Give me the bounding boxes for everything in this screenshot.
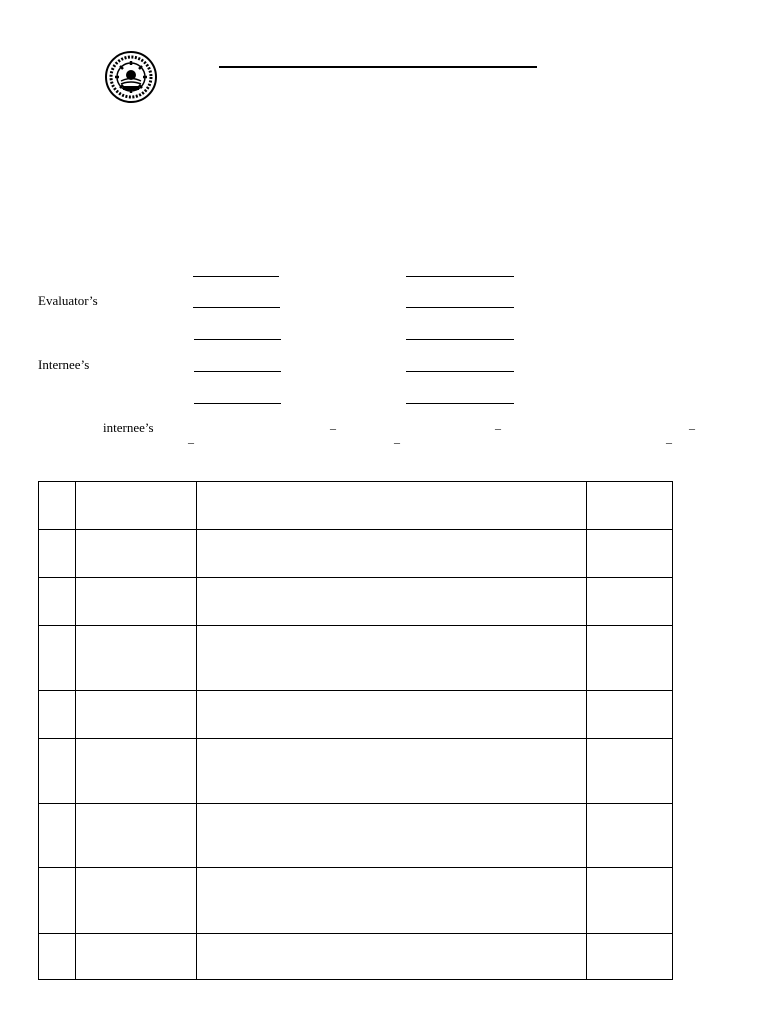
table-cell[interactable] [39,530,76,578]
table-cell[interactable] [197,626,587,691]
table-cell[interactable] [39,578,76,626]
table-cell[interactable] [587,934,673,980]
blank-field-line[interactable] [406,339,514,340]
dash-mark: – [330,421,336,435]
table-cell[interactable] [197,691,587,739]
dash-mark: – [495,421,501,435]
institute-seal-icon [104,50,158,104]
table-cell[interactable] [197,868,587,934]
blank-field-line[interactable] [194,339,281,340]
table-cell[interactable] [76,530,197,578]
table-cell[interactable] [587,691,673,739]
table-cell[interactable] [39,804,76,868]
blank-field-line[interactable] [406,276,514,277]
dash-mark: – [188,435,194,449]
table-cell[interactable] [39,934,76,980]
table-row [39,530,673,578]
table-cell[interactable] [76,691,197,739]
header-cell [587,482,673,530]
table-cell[interactable] [587,578,673,626]
evaluation-table [38,481,673,980]
table-cell[interactable] [197,804,587,868]
table-row [39,804,673,868]
blank-field-line[interactable] [406,371,514,372]
blank-field-line[interactable] [406,307,514,308]
table-row [39,934,673,980]
blank-field-line[interactable] [194,403,281,404]
dash-mark: – [666,435,672,449]
blank-field-line[interactable] [194,371,281,372]
blank-field-line[interactable] [193,307,280,308]
table-cell[interactable] [587,530,673,578]
table-cell[interactable] [76,868,197,934]
table-cell[interactable] [76,626,197,691]
table-cell[interactable] [197,578,587,626]
internee-label: Internee’s [38,357,90,372]
table-cell[interactable] [587,868,673,934]
title-underline [219,66,537,68]
table-row [39,691,673,739]
table-cell[interactable] [76,578,197,626]
table-cell[interactable] [587,739,673,804]
table-cell[interactable] [587,626,673,691]
table-cell[interactable] [197,934,587,980]
table-cell[interactable] [76,804,197,868]
table-cell[interactable] [197,530,587,578]
table-cell[interactable] [39,739,76,804]
internee-lower-label: internee’s [103,420,154,435]
table-cell[interactable] [39,691,76,739]
table-header-row [39,482,673,530]
header-cell [197,482,587,530]
table-cell[interactable] [76,934,197,980]
blank-field-line[interactable] [406,403,514,404]
table-cell[interactable] [587,804,673,868]
table-row [39,626,673,691]
table-row [39,578,673,626]
header-cell [39,482,76,530]
header-cell [76,482,197,530]
table-row [39,739,673,804]
table-cell[interactable] [39,868,76,934]
dash-mark: – [394,435,400,449]
table-row [39,868,673,934]
dash-mark: – [689,421,695,435]
evaluator-label: Evaluator’s [38,293,98,308]
blank-field-line[interactable] [193,276,279,277]
table-cell[interactable] [76,739,197,804]
table-cell[interactable] [197,739,587,804]
table-cell[interactable] [39,626,76,691]
